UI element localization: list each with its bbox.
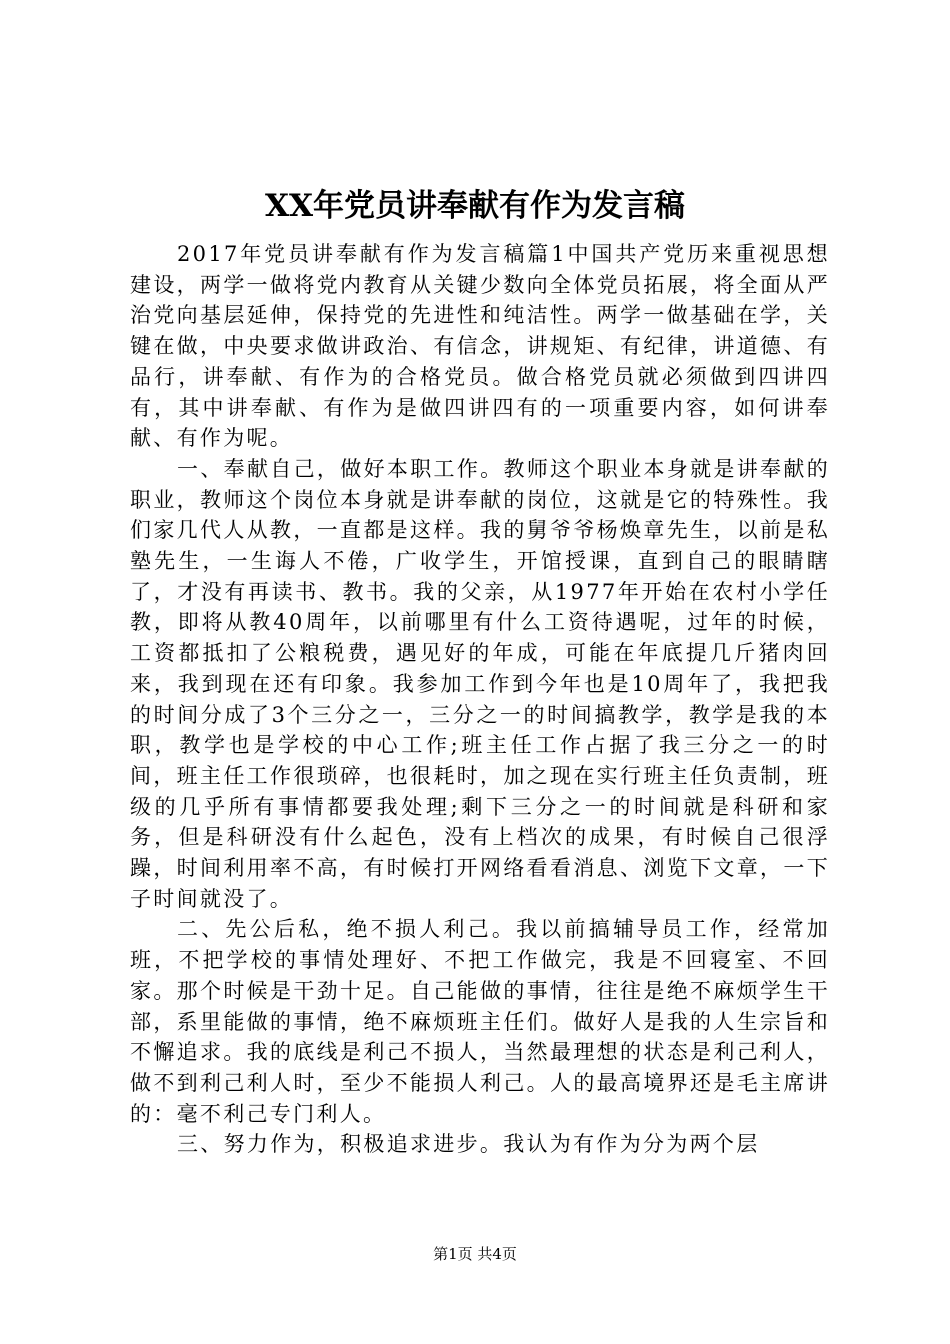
document-title: XX年党员讲奉献有作为发言稿 [264, 188, 686, 224]
document-body [130, 239, 830, 1160]
paragraph: 一、奉献自己，做好本职工作。教师这个职业本身就是讲奉献的职业，教师这个岗位本身就是讲奉献的岗位，这就是它的特殊性。我们家几代人从教，一直都是这样。我的舅爷爷杨焕章先生，以前是私塾先生，一生诲人不倦，广收学生，开馆授课，直到自己的眼睛瞎了，才没有再读书、教书。我的父亲，从1977年开始在农村小学任教，即将从教40周年，以前哪里有什么工资待遇呢，过年的时候，工资都抵扣了公粮税费，遇见好的年成，可能在年底提几斤猪肉回来，我到现在还有印象。我参加工作到今年也是10周年了，我把我的时间分成了3个三分之一，三分之一的时间搞教学，教学是我的本职，教学也是学校的中心工作;班主任工作占据了我三分之一的时间，班主任工作很琐碎，也很耗时，加之现在实行班主任负责制，班级的几乎所有事情都要我处理;剩下三分之一的时间就是科研和家务，但是科研没有什么起色，没有上档次的成果，有时候自己很浮躁，时间利用率不高，有时候打开网络看看消息、浏览下文章，一下子时间就没了。 [130, 456, 830, 911]
paragraph: 三、努力作为，积极追求进步。我认为有作为分为两个层 [177, 1132, 760, 1157]
paragraph: 二、先公后私，绝不损人利己。我以前搞辅导员工作，经常加班，不把学校的事情处理好、不把工作做完，我是不回寝室、不回家。那个时候是干劲十足。自己能做的事情，往往是绝不麻烦学生干部，系里能做的事情，绝不麻烦班主任们。做好人是我的人生宗旨和不懈追求。我的底线是利己不损人，当然最理想的状态是利己利人，做不到利己利人时，至少不能损人利己。人的最高境界还是毛主席讲的：毫不利己专门利人。 [130, 917, 830, 1126]
page-footer: 第1页 共4页 [433, 1245, 517, 1263]
paragraph: 2017年党员讲奉献有作为发言稿篇1中国共产党历来重视思想建设，两学一做将党内教育从关键少数向全体党员拓展，将全面从严治党向基层延伸，保持党的先进性和纯洁性。两学一做基础在学，关键在做，中央要求做讲政治、有信念，讲规矩、有纪律，讲道德、有品行，讲奉献、有作为的合格党员。做合格党员就必须做到四讲四有，其中讲奉献、有作为是做四讲四有的一项重要内容，如何讲奉献、有作为呢。 [130, 242, 830, 451]
